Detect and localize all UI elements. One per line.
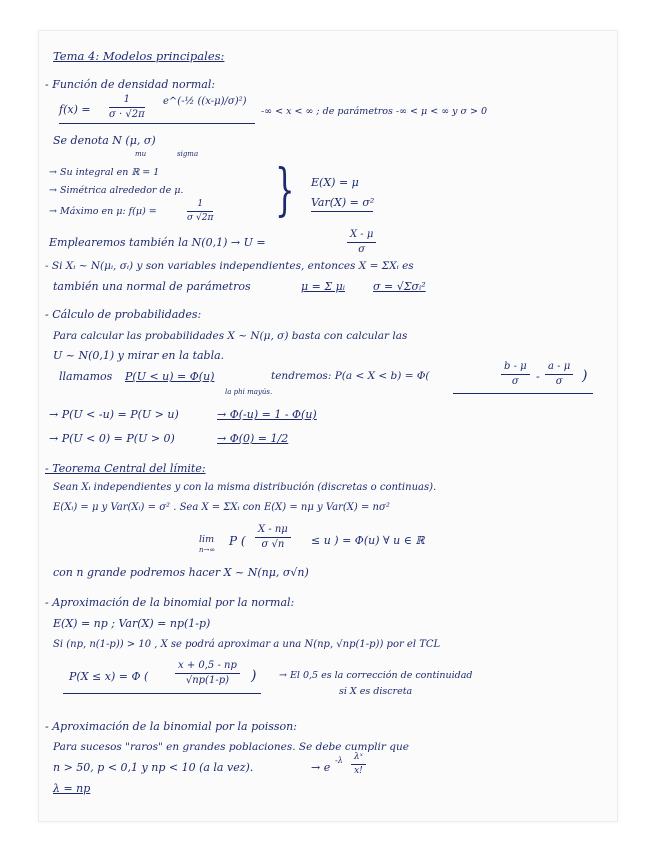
poisson-fraction (351, 753, 366, 776)
standardization-numerator: X - μ (347, 230, 376, 243)
sum-rule-line2: también una normal de parámetros (53, 280, 251, 293)
poisson-exponent: -λ (335, 756, 343, 765)
clt-prob-open: P ( (229, 534, 246, 548)
density-lhs: f(x) = (59, 103, 91, 116)
binomial-condition: Si (np, n(1-p)) > 10 , X se podrá aproximar a una N(np, √np(1-p)) por el TCL (53, 639, 441, 650)
clt-prob-close: ≤ u ) = Φ(u) ∀ u ∈ ℝ (311, 534, 425, 547)
density-exponential: e^(-½ ((x-μ)/σ)²) (163, 96, 247, 107)
interval-close: ) (582, 368, 588, 384)
limit-subscript: n→∞ (199, 546, 216, 554)
density-numerator: 1 (109, 95, 145, 108)
variance: Var(X) = σ² (311, 196, 375, 209)
notation-sigma-label: sigma (177, 150, 199, 158)
probabilities-line2: U ~ N(0,1) y mirar en la tabla. (53, 349, 225, 362)
continuity-underline (63, 693, 261, 694)
sum-mu: μ = Σ μᵢ (301, 280, 345, 293)
binomial-normal-heading: - Aproximación de la binomial por la normal: (45, 596, 295, 609)
continuity-formula-close: ) (251, 668, 257, 684)
maximum-fraction (187, 200, 213, 223)
notation-mu-label: mu (135, 150, 147, 158)
page-title: Tema 4: Modelos principales: (53, 49, 225, 63)
clt-conclusion: con n grande podremos hacer X ~ N(nμ, σ√n) (53, 566, 309, 579)
poisson-arrow-e: → e (311, 761, 331, 774)
poisson-condition-line2: n > 50, p < 0,1 y np < 10 (a la vez). (53, 761, 254, 774)
interval-underline (453, 393, 593, 394)
standardization-fraction (347, 230, 376, 255)
density-underline (59, 123, 255, 124)
continuity-note1: → El 0,5 es la corrección de continuidad (279, 670, 473, 681)
notebook-page (38, 30, 618, 822)
poisson-condition-line1: Para sucesos "raros" en grandes poblaciones. Se debe cumplir que (53, 741, 409, 753)
sum-sigma: σ = √Σσᵢ² (373, 280, 426, 293)
poisson-denominator: x! (354, 766, 363, 776)
density-denominator: σ · √2π (109, 109, 145, 120)
continuity-formula-left: P(X ≤ x) = Φ ( (69, 670, 149, 683)
interval-fraction-b (501, 362, 530, 387)
property-symmetric: → Simétrica alrededor de μ. (49, 185, 184, 196)
variance-underline (311, 211, 373, 212)
interval-fraction-a (545, 362, 573, 387)
maximum-denominator: σ √2π (187, 213, 214, 223)
interval-probability: tendremos: P(a < X < b) = Φ( (271, 370, 430, 382)
clt-denominator: σ √n (261, 539, 285, 550)
density-parameters: -∞ < x < ∞ ; de parámetros -∞ < μ < ∞ y σ > 0 (261, 106, 488, 117)
rule-zero-right: → Φ(0) = 1/2 (217, 432, 289, 445)
probabilities-line1: Para calcular las probabilidades X ~ N(μ, σ) basta con calcular las (53, 330, 408, 342)
continuity-numerator: x + 0,5 - np (175, 661, 240, 674)
maximum-numerator: 1 (187, 200, 213, 212)
properties-brace: } (275, 158, 295, 223)
standardization: Emplearemos también la N(0,1) → U = (49, 236, 266, 249)
property-integral: → Su integral en ℝ = 1 (49, 167, 160, 178)
interval-denominator-a: σ (555, 376, 563, 387)
continuity-note2: si X es discreta (339, 686, 413, 697)
standardization-denominator: σ (358, 244, 366, 255)
continuity-fraction (175, 661, 240, 686)
continuity-denominator: √np(1-p) (185, 675, 230, 686)
limit-symbol: lim (199, 534, 215, 545)
clt-heading: - Teorema Central del límite: (45, 462, 206, 475)
interval-minus: - (536, 370, 540, 383)
rule-negative-left: → P(U < -u) = P(U > u) (49, 408, 179, 421)
poisson-lambda: λ = np (53, 782, 91, 795)
density-fraction (109, 95, 145, 120)
normal-notation: Se denota N (μ, σ) (53, 134, 156, 147)
call-definition: P(U < u) = Φ(u) (125, 370, 215, 383)
rule-negative-right: → Φ(-u) = 1 - Φ(u) (217, 408, 317, 421)
interval-denominator-b: σ (511, 376, 519, 387)
interval-numerator-a: a - μ (545, 362, 573, 375)
clt-fraction (255, 525, 291, 550)
clt-numerator: X - nμ (255, 525, 291, 538)
clt-line1: Sean Xᵢ independientes y con la misma distribución (discretas o continuas). (53, 482, 437, 493)
phi-note: la phi mayús. (225, 388, 273, 396)
interval-numerator-b: b - μ (501, 362, 530, 375)
call-label: llamamos (59, 370, 113, 383)
binomial-poisson-heading: - Aproximación de la binomial por la poisson: (45, 720, 297, 733)
sum-rule-line1: - Si Xᵢ ~ N(μᵢ, σᵢ) y son variables independientes, entonces X = ΣXᵢ es (45, 260, 414, 272)
property-maximum: → Máximo en μ: f(μ) = (49, 206, 157, 217)
normal-heading: - Función de densidad normal: (45, 78, 216, 91)
expectation: E(X) = μ (311, 176, 359, 189)
clt-line2: E(Xᵢ) = μ y Var(Xᵢ) = σ² . Sea X = ΣXᵢ con E(X) = nμ y Var(X) = nσ² (53, 502, 390, 513)
probabilities-heading: - Cálculo de probabilidades: (45, 308, 202, 321)
rule-zero-left: → P(U < 0) = P(U > 0) (49, 432, 175, 445)
binomial-moments: E(X) = np ; Var(X) = np(1-p) (53, 617, 211, 630)
poisson-numerator: λˣ (351, 753, 366, 765)
